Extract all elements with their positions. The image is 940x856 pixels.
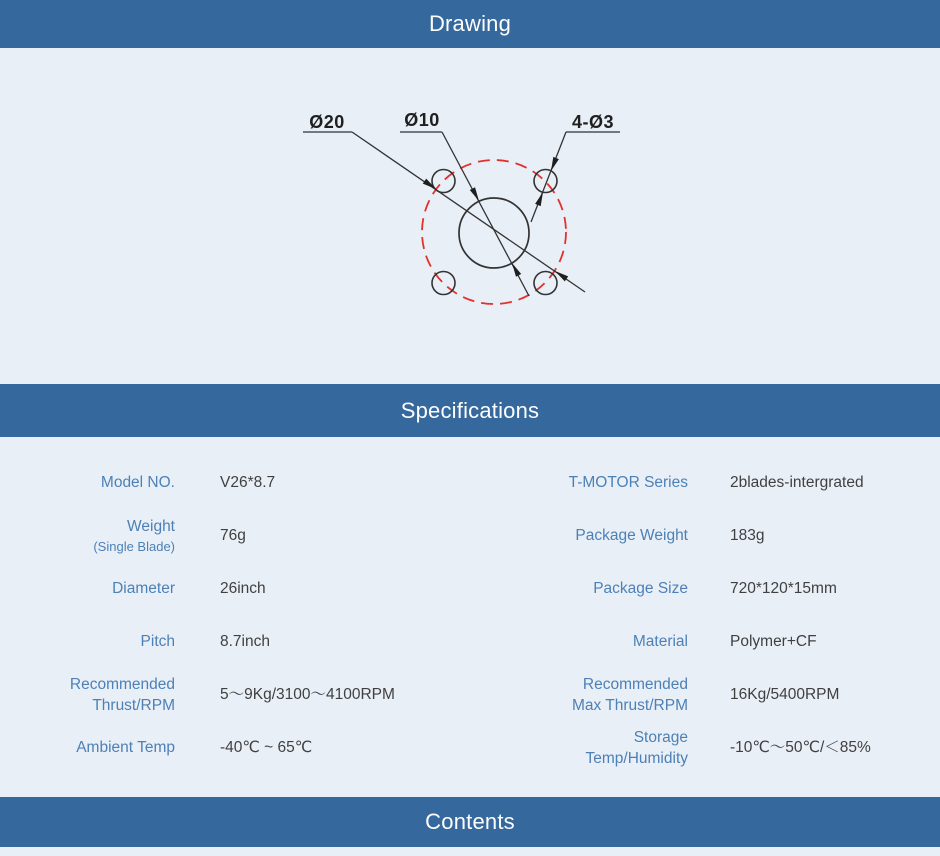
specifications-table bbox=[0, 437, 940, 797]
dim-label-hub: Ø10 bbox=[404, 110, 440, 130]
spec-value: 16Kg/5400RPM bbox=[730, 686, 840, 703]
spec-value: V26*8.7 bbox=[220, 474, 276, 491]
drawing-section-header bbox=[0, 0, 940, 48]
spec-value: 76g bbox=[220, 527, 246, 544]
mount-hole-bottom-right bbox=[534, 272, 557, 295]
specifications-section-header bbox=[0, 384, 940, 437]
spec-value: 26inch bbox=[220, 580, 266, 597]
spec-label: Package Size bbox=[593, 580, 688, 597]
spec-label: Diameter bbox=[112, 580, 175, 597]
dim-label-mount-holes: 4-Ø3 bbox=[571, 112, 615, 132]
spec-label: Recommended Max Thrust/RPM bbox=[572, 675, 688, 714]
drawing-section-title: Drawing bbox=[428, 11, 512, 36]
flange-drawing bbox=[0, 48, 940, 384]
spec-label-sub: (Single Blade) bbox=[93, 538, 175, 554]
contents-section-top-edge bbox=[0, 847, 940, 856]
drawing-section bbox=[0, 48, 940, 384]
spec-label: Ambient Temp bbox=[76, 739, 175, 756]
spec-label: Pitch bbox=[140, 633, 175, 650]
dim-arrow-holes-2 bbox=[535, 192, 543, 206]
dim-leader-holes-line bbox=[531, 132, 566, 222]
mount-hole-bottom-left bbox=[432, 272, 455, 295]
spec-value: -40℃ ~ 65℃ bbox=[220, 739, 313, 756]
spec-label: Storage Temp/Humidity bbox=[585, 728, 688, 767]
spec-row-weight bbox=[0, 509, 940, 562]
specifications-section-title: Specifications bbox=[400, 397, 540, 423]
spec-value: 720*120*15mm bbox=[730, 580, 837, 597]
spec-value: -10℃～50℃/＜85% bbox=[730, 739, 871, 756]
spec-value: 183g bbox=[730, 527, 765, 544]
spec-row-pitch bbox=[0, 615, 940, 668]
spec-label: Weight (Single Blade) bbox=[0, 516, 175, 556]
mount-hole-top-right bbox=[534, 170, 557, 193]
spec-label: T-MOTOR Series bbox=[568, 474, 688, 491]
spec-value: 8.7inch bbox=[220, 633, 270, 650]
spec-label: Model NO. bbox=[100, 474, 175, 491]
bolt-circle-dashed bbox=[422, 160, 566, 304]
center-bore-circle bbox=[459, 198, 529, 268]
dim-arrow-hub-1 bbox=[470, 187, 479, 201]
spec-label: Material bbox=[632, 633, 688, 650]
spec-label: Package Weight bbox=[575, 527, 688, 544]
contents-section-header bbox=[0, 797, 940, 847]
spec-value: 2blades-intergrated bbox=[730, 474, 864, 491]
spec-label: Recommended Thrust/RPM bbox=[69, 675, 175, 714]
contents-section-title: Contents bbox=[425, 809, 515, 834]
spec-row-diameter bbox=[0, 562, 940, 615]
dim-label-bolt-circle: Ø20 bbox=[309, 112, 345, 132]
spec-value: Polymer+CF bbox=[730, 633, 817, 650]
dim-arrow-holes-1 bbox=[551, 157, 559, 171]
dim-leader-bolt-line bbox=[352, 132, 585, 292]
dim-arrow-hub-2 bbox=[512, 263, 521, 277]
spec-value: 5～9Kg/3100～4100RPM bbox=[220, 686, 395, 703]
dim-arrow-bolt-1 bbox=[423, 179, 436, 189]
spec-row-temp bbox=[0, 721, 940, 774]
spec-row-thrust bbox=[0, 668, 940, 721]
spec-row-model bbox=[0, 456, 940, 509]
